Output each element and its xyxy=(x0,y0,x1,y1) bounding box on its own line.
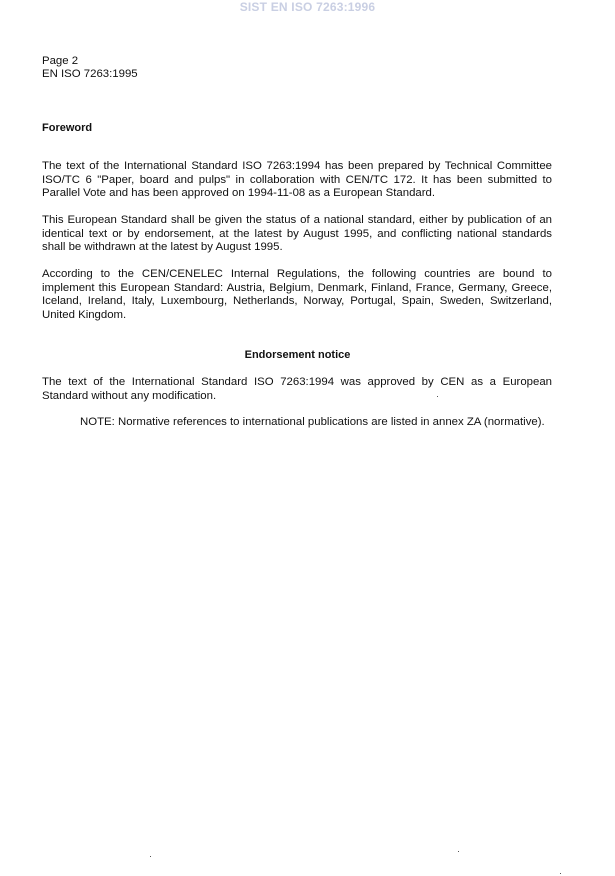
scan-speck xyxy=(437,396,438,397)
page-number: Page 2 xyxy=(42,55,79,67)
document-watermark: SIST EN ISO 7263:1996 xyxy=(239,0,376,14)
standard-id: EN ISO 7263:1995 xyxy=(42,68,138,80)
scan-speck xyxy=(150,856,151,857)
scan-speck xyxy=(458,851,459,852)
scan-speck xyxy=(560,873,561,874)
normative-note: NOTE: Normative references to international publications are listed in annex ZA (normative). xyxy=(80,416,545,428)
foreword-paragraph-3: According to the CEN/CENELEC Internal Regulations, the following countries are bound to implement this European Standard: Austria, Belgium, Denmark, Finland, France, Germany, Greece, Iceland, Ireland, Italy, Luxembourg, Netherlands, Norway, Portugal, Spain, Sweden, Switzerland, United Kingdom. xyxy=(42,268,552,321)
foreword-paragraph-2: This European Standard shall be given the status of a national standard, either by publication of an identical text or by endorsement, at the latest by August 1995, and conflicting national standards shall be withdrawn at the latest by August 1995. xyxy=(42,214,552,254)
foreword-heading: Foreword xyxy=(42,122,93,134)
foreword-paragraph-1: The text of the International Standard ISO 7263:1994 has been prepared by Technical Committee ISO/TC 6 "Paper, board and pulps" in collaboration with CEN/TC 172. It has been submitted to Parallel Vote and has been approved on 1994-11-08 as a European Standard. xyxy=(42,160,552,200)
endorsement-paragraph: The text of the International Standard ISO 7263:1994 was approved by CEN as a European Standard without any modification. xyxy=(42,376,552,402)
endorsement-heading: Endorsement notice xyxy=(244,349,351,361)
